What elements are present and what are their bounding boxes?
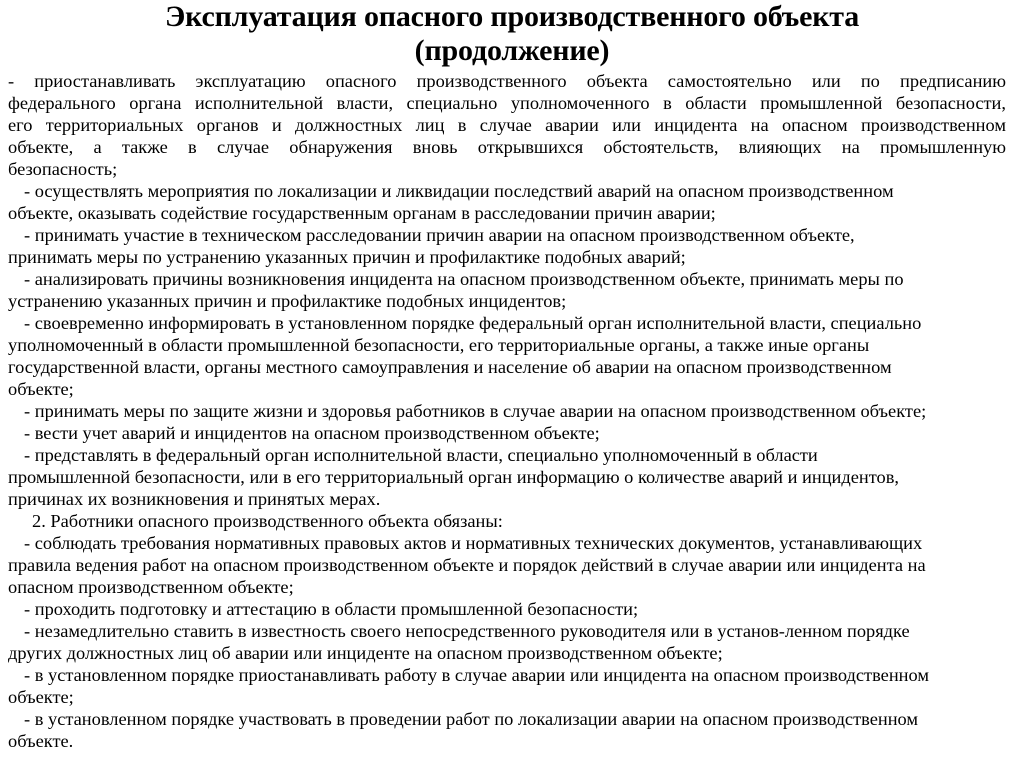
text-line: федерального органа исполнительной власти, специально уполномоченного в области промышленной безопасности,: [8, 93, 1006, 113]
text-line: - проходить подготовку и аттестацию в области промышленной безопасности;: [24, 599, 639, 619]
text-line: - анализировать причины возникновения инцидента на опасном производственном объекте, принимать меры по: [24, 269, 904, 289]
text-line: - принимать меры по защите жизни и здоровья работников в случае аварии на опасном производственном объекте;: [24, 401, 927, 421]
paragraph-suspend-work: [8, 664, 1006, 708]
text-line: - принимать участие в техническом расследовании причин аварии на опасном производственном объекте,: [24, 225, 855, 245]
text-line: - своевременно информировать в установленном порядке федеральный орган исполнительной власти, специально: [24, 313, 922, 333]
document-body: [8, 70, 1006, 752]
paragraph-suspend-operation: [8, 70, 1006, 180]
paragraph-participate-localization: [8, 708, 1006, 752]
text-line: принимать меры по устранению указанных причин и профилактике подобных аварий;: [8, 247, 686, 267]
text-line: 2. Работники опасного производственного объекта обязаны:: [32, 511, 503, 531]
text-line: - представлять в федеральный орган исполнительной власти, специально уполномоченный в области: [24, 445, 818, 465]
text-line: - осуществлять мероприятия по локализации и ликвидации последствий аварий на опасном производственном: [24, 181, 894, 201]
text-line: - незамедлительно ставить в известность своего непосредственного руководителя или в установ-ленном порядке: [24, 621, 910, 641]
text-line: устранению указанных причин и профилактике подобных инцидентов;: [8, 291, 567, 311]
paragraph-training-certification: [8, 598, 1006, 620]
text-line: объекте;: [8, 687, 74, 707]
text-line: - вести учет аварий и инцидентов на опасном производственном объекте;: [24, 423, 600, 443]
page-subtitle: (продолжение): [414, 34, 610, 67]
text-line: промышленной безопасности, или в его территориальный орган информацию о количестве аварий и инцидентов,: [8, 467, 900, 487]
text-line: - в установленном порядке приостанавливать работу в случае аварии или инцидента на опасном производственном: [24, 665, 929, 685]
paragraph-report-submission: [8, 444, 1006, 510]
text-line: других должностных лиц об аварии или инциденте на опасном производственном объекте;: [8, 643, 723, 663]
paragraph-technical-investigation: [8, 224, 1006, 268]
text-line: уполномоченный в области промышленной безопасности, его территориальные органы, а также иные органы: [8, 335, 870, 355]
text-line: объекте, а также в случае обнаружения вновь открывшихся обстоятельств, влияющих на промышленную: [8, 137, 1006, 157]
paragraph-incident-analysis: [8, 268, 1006, 312]
text-line: причинах их возникновения и принятых мерах.: [8, 489, 381, 509]
section-heading-workers-duties: [8, 510, 1006, 532]
text-line: объекте, оказывать содействие государственным органам в расследовании причин аварии;: [8, 203, 716, 223]
text-line: - в установленном порядке участвовать в проведении работ по локализации аварии на опасном производственном: [24, 709, 919, 729]
text-line: - соблюдать требования нормативных правовых актов и нормативных технических документов, устанавливающих: [24, 533, 923, 553]
page-title: Эксплуатация опасного производственного объекта: [165, 0, 859, 33]
paragraph-comply-requirements: [8, 532, 1006, 598]
paragraph-notify-supervisor: [8, 620, 1006, 664]
text-line: - приостанавливать эксплуатацию опасного производственного объекта самостоятельно или по предписанию: [8, 71, 1006, 91]
paragraph-accident-records: [8, 422, 1006, 444]
text-line: правила ведения работ на опасном производственном объекте и порядок действий в случае аварии или инцидента на: [8, 555, 926, 575]
text-line: государственной власти, органы местного самоуправления и население об аварии на опасном производственном: [8, 357, 892, 377]
paragraph-localization-measures: [8, 180, 1006, 224]
text-line: объекте;: [8, 379, 74, 399]
text-line: объекте.: [8, 731, 74, 751]
text-line: его территориальных органов и должностных лиц в случае аварии или инцидента на опасном производственном: [8, 115, 1006, 135]
text-line: опасном производственном объекте;: [8, 577, 294, 597]
paragraph-worker-protection: [8, 400, 1006, 422]
text-line: безопасность;: [8, 159, 118, 179]
paragraph-timely-informing: [8, 312, 1006, 400]
